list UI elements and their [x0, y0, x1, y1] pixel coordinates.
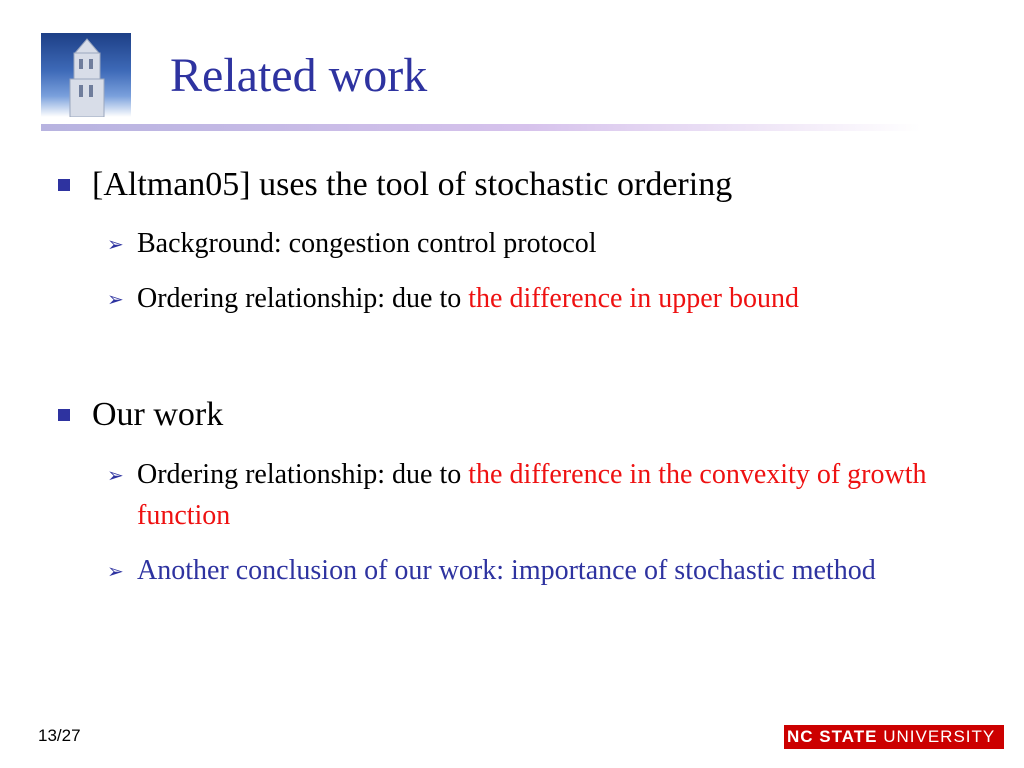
highlight-text: the difference in the convexity of growth function	[137, 459, 927, 531]
arrow-bullet-icon: ➢	[107, 559, 124, 583]
bullet-our-work: Our work	[92, 396, 224, 433]
square-bullet-icon	[58, 409, 70, 421]
arrow-bullet-icon: ➢	[107, 463, 124, 487]
sub-bullet-text: Ordering relationship: due to	[137, 459, 469, 490]
logo-rest-text: UNIVERSITY	[877, 727, 996, 746]
sub-bullet-ordering-upper-bound	[137, 278, 977, 319]
slide-title: Related work	[170, 49, 428, 102]
bullet-altman05: [Altman05] uses the tool of stochastic ordering	[92, 166, 733, 203]
square-bullet-icon	[58, 179, 70, 191]
logo-bold-text: NC STATE	[787, 727, 878, 746]
sub-bullet-text: Background: congestion control protocol	[137, 228, 597, 259]
sub-bullet-ordering-convexity	[137, 454, 967, 536]
arrow-bullet-icon: ➢	[107, 232, 124, 256]
nc-state-logo	[784, 725, 1004, 749]
highlight-text: Another conclusion of our work: importance of stochastic method	[137, 555, 876, 586]
arrow-bullet-icon: ➢	[107, 287, 124, 311]
sub-bullet-background	[137, 223, 977, 264]
sub-bullet-text: Ordering relationship: due to	[137, 283, 469, 314]
page-number: 13/27	[38, 726, 81, 745]
highlight-text: the difference in upper bound	[468, 283, 799, 314]
sub-bullet-another-conclusion	[137, 550, 957, 591]
